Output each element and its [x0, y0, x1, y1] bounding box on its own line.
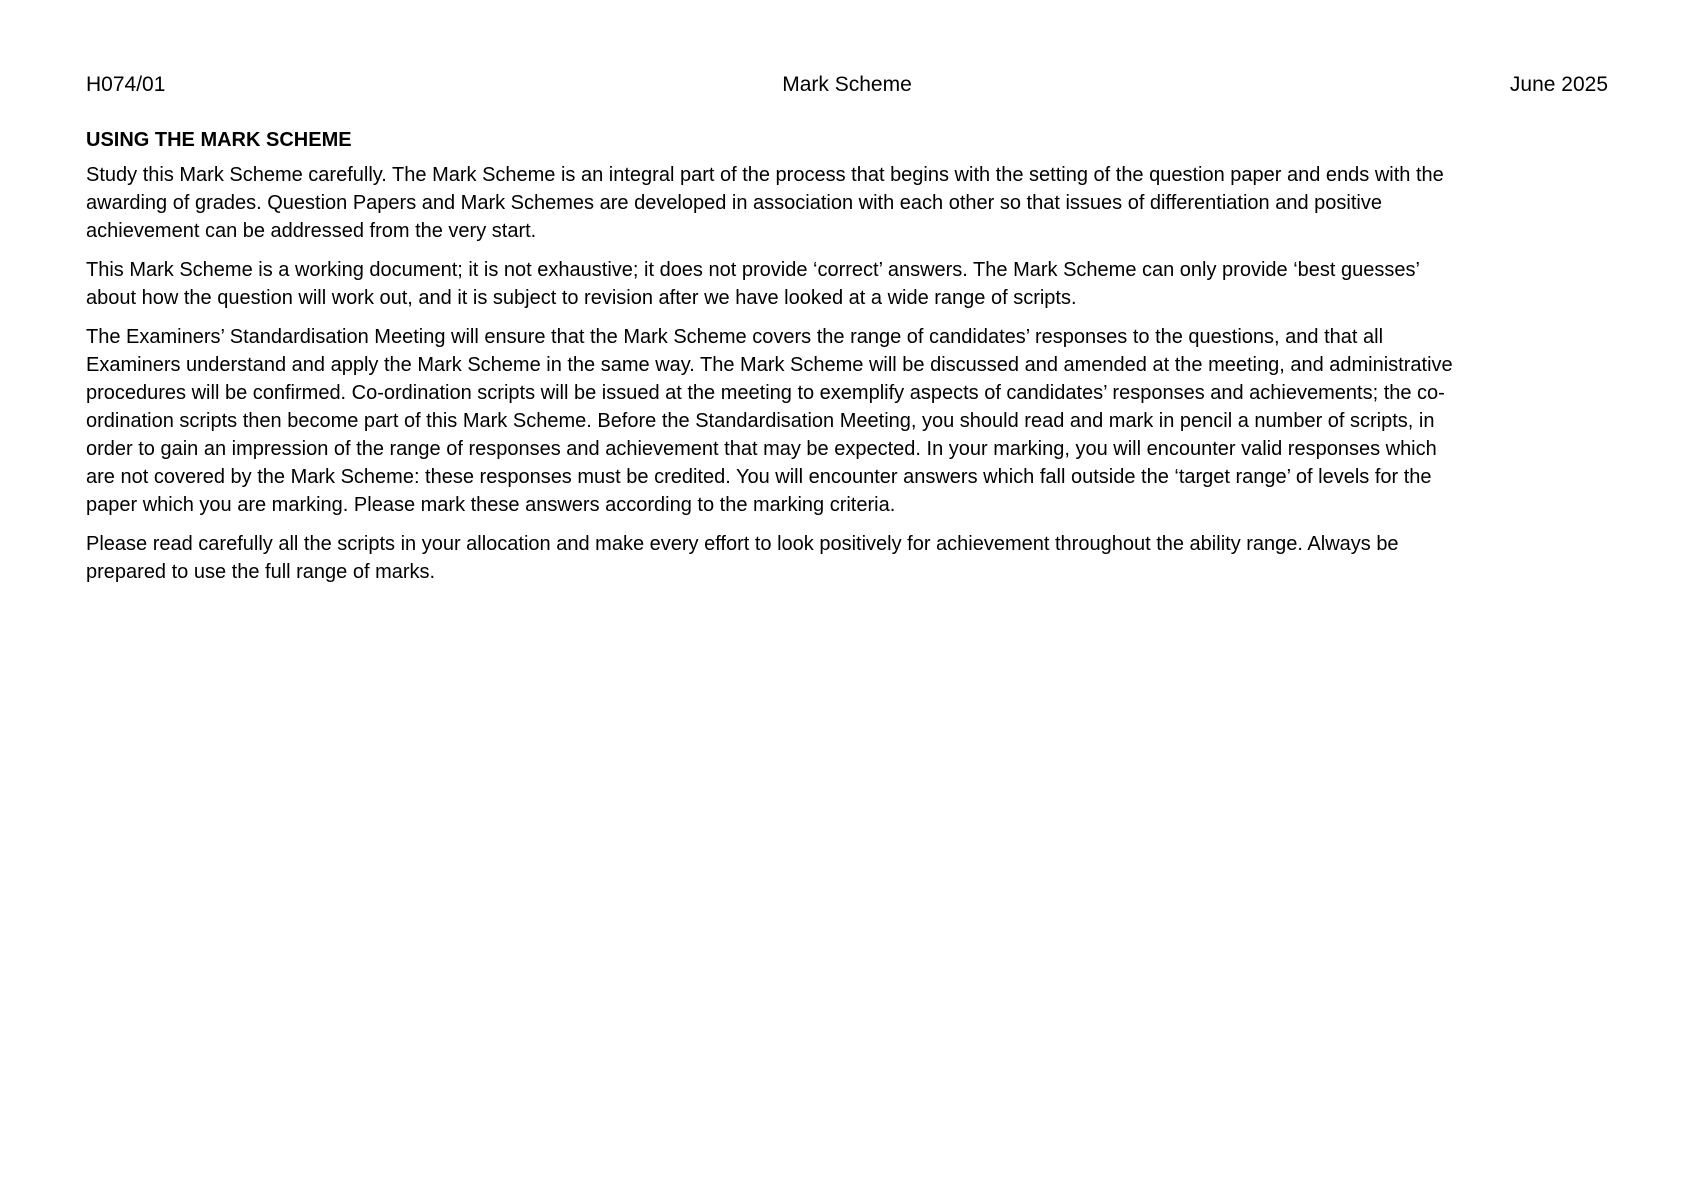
paragraph-4	[86, 530, 1616, 586]
text-line: achievement can be addressed from the very start.	[86, 220, 537, 242]
exam-date: June 2025	[1509, 73, 1608, 96]
text-line: This Mark Scheme is a working document; it is not exhaustive; it does not provide ‘correct’ answers. The Mark Scheme can only provide ‘best guesses’	[86, 259, 1420, 281]
text-line: about how the question will work out, and it is subject to revision after we have looked at a wide range of scripts.	[86, 287, 1077, 309]
text-line: ordination scripts then become part of this Mark Scheme. Before the Standardisation Meeting, you should read and mark in pencil a number of scripts, in	[86, 410, 1435, 432]
paragraph-3	[86, 323, 1616, 519]
text-line: are not covered by the Mark Scheme: these responses must be credited. You will encounter answers which fall outside the ‘target range’ of levels for the	[86, 466, 1432, 488]
text-line: Study this Mark Scheme carefully. The Mark Scheme is an integral part of the process that begins with the setting of the question paper and ends with the	[86, 164, 1444, 186]
text-line: Examiners understand and apply the Mark Scheme in the same way. The Mark Scheme will be discussed and amended at the meeting, and administrative	[86, 354, 1453, 376]
text-line: The Examiners’ Standardisation Meeting will ensure that the Mark Scheme covers the range of candidates’ responses to the questions, and that all	[86, 326, 1384, 348]
text-line: awarding of grades. Question Papers and Mark Schemes are developed in association with each other so that issues of differentiation and positive	[86, 192, 1382, 214]
document-title: Mark Scheme	[782, 73, 912, 96]
text-line: Please read carefully all the scripts in your allocation and make every effort to look positively for achievement throughout the ability range. Always be	[86, 533, 1399, 555]
main-content	[86, 128, 1616, 597]
text-line: order to gain an impression of the range of responses and achievement that may be expected. In your marking, you will encounter valid responses which	[86, 438, 1437, 460]
paragraph-2	[86, 256, 1616, 312]
section-heading: USING THE MARK SCHEME	[86, 129, 352, 151]
paragraph-1	[86, 161, 1616, 245]
paper-code: H074/01	[86, 73, 166, 96]
paragraphs	[86, 161, 1616, 586]
text-line: procedures will be confirmed. Co-ordination scripts will be issued at the meeting to exemplify aspects of candidates’ responses and achievements; the co-	[86, 382, 1445, 404]
text-line: paper which you are marking. Please mark these answers according to the marking criteria.	[86, 494, 896, 516]
text-line: prepared to use the full range of marks.	[86, 561, 436, 583]
